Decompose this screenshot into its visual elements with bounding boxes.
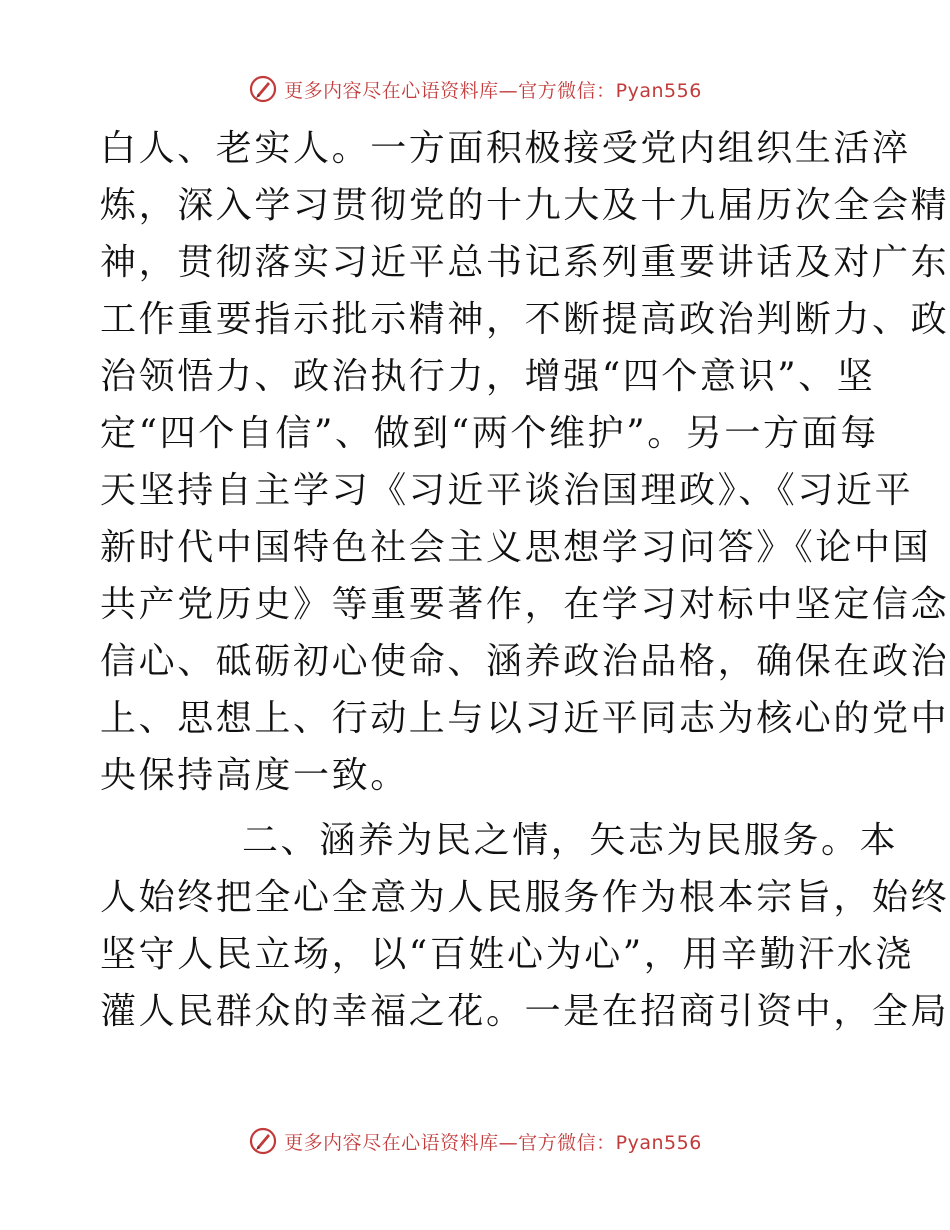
paragraph-spacer — [100, 804, 848, 812]
text-line: 二、涵养为民之情，矢志为民服务。本 — [242, 820, 899, 861]
footer-watermark — [0, 1124, 950, 1158]
document-body — [100, 120, 950, 1040]
text-line: 新时代中国特色社会主义思想学习问答》《论中国 — [100, 527, 932, 568]
text-line: 灌人民群众的幸福之花。一是在招商引资中，全局 — [100, 991, 950, 1032]
watermark-text: 更多内容尽在心语资料库—官方微信：Pyan556 — [284, 1131, 702, 1154]
watermark-text: 更多内容尽在心语资料库—官方微信：Pyan556 — [284, 79, 702, 102]
header-watermark — [0, 72, 950, 106]
text-line: 上、思想上、行动上与以习近平同志为核心的党中 — [100, 698, 950, 739]
quill-logo-icon — [248, 1126, 278, 1156]
text-line: 炼，深入学习贯彻党的十九大及十九届历次全会精 — [100, 185, 950, 226]
text-line: 天坚持自主学习《习近平谈治国理政》、《习近平 — [100, 470, 914, 511]
text-line: 共产党历史》等重要著作，在学习对标中坚定信念 — [100, 584, 950, 625]
text-line: 工作重要指示批示精神，不断提高政治判断力、政 — [100, 299, 950, 340]
text-line: 定“四个自信”、做到“两个维护”。另一方面每 — [100, 413, 879, 454]
text-line: 白人、老实人。一方面积极接受党内组织生活淬 — [100, 128, 911, 169]
text-line: 信心、砥砺初心使命、涵养政治品格，确保在政治 — [100, 641, 950, 682]
text-line: 坚守人民立场，以“百姓心为心”，用辛勤汗水浇 — [100, 934, 915, 975]
paragraph-1 — [100, 120, 950, 804]
quill-logo-icon — [248, 74, 278, 104]
text-line: 央保持高度一致。 — [100, 755, 409, 796]
text-line: 神，贯彻落实习近平总书记系列重要讲话及对广东 — [100, 242, 950, 283]
text-line: 治领悟力、政治执行力，增强“四个意识”、坚 — [100, 356, 876, 397]
paragraph-2 — [100, 812, 950, 1040]
text-line: 人始终把全心全意为人民服务作为根本宗旨，始终 — [100, 877, 950, 918]
